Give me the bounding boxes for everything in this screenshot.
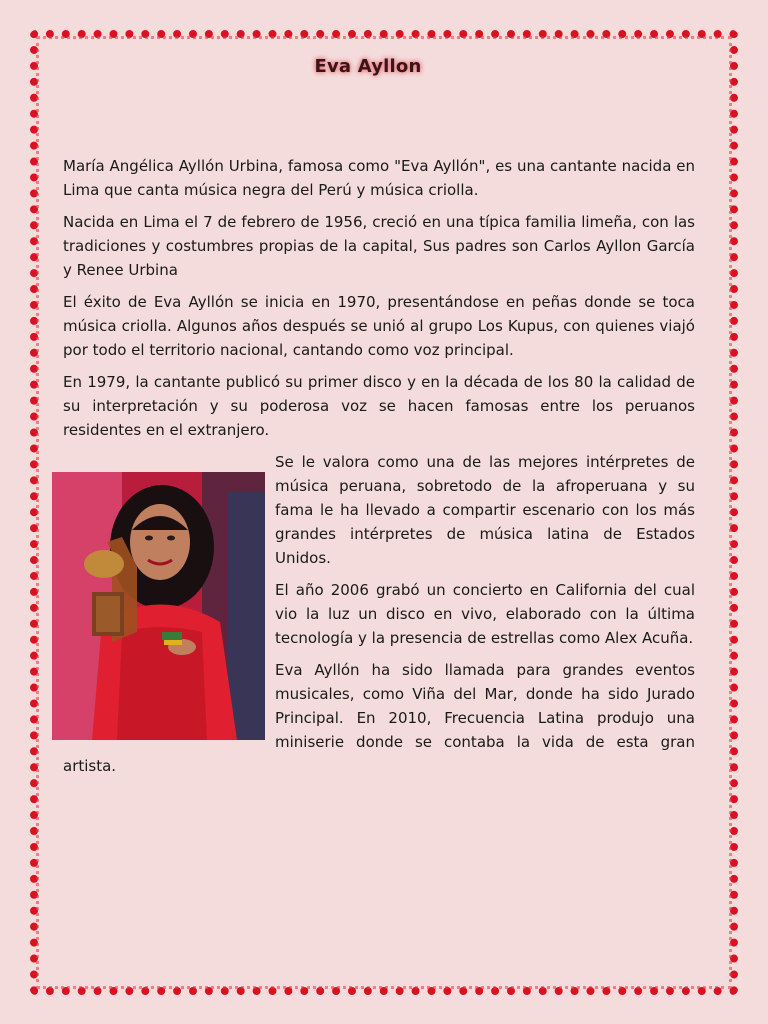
- paragraph-5: Se le valora como una de las mejores intérpretes de música peruana, sobretodo de la afroperuana y su fama le ha llevado a compartir escenario con los más grandes intérpretes de música latina de Estados Unidos.: [63, 450, 695, 570]
- page-title: Eva Ayllon: [314, 56, 422, 77]
- paragraph-7: Eva Ayllón ha sido llamada para grandes eventos musicales, como Viña del Mar, donde ha sido Jurado Principal. En 2010, Frecuencia Latina produjo una miniserie donde se contaba la vida de esta gran artista.: [63, 661, 695, 775]
- paragraph-1: María Angélica Ayllón Urbina, famosa como "Eva Ayllón", es una cantante nacida en Lima que canta música negra del Perú y música criolla.: [63, 157, 695, 199]
- article-body: [63, 154, 695, 786]
- paragraph-3: El éxito de Eva Ayllón se inicia en 1970, presentándose en peñas donde se toca música criolla. Algunos años después se unió al grupo Los Kupus, con quienes viajó por todo el territorio nacional, cantando como voz principal.: [63, 293, 695, 359]
- photo-eva-ayllon-with-grammy-icon: [52, 472, 265, 740]
- artist-photo: [52, 472, 265, 740]
- paragraph-4: En 1979, la cantante publicó su primer disco y en la década de los 80 la calidad de su interpretación y su poderosa voz se hacen famosas entre los peruanos residentes en el extranjero.: [63, 373, 695, 439]
- paragraph-2: Nacida en Lima el 7 de febrero de 1956, creció en una típica familia limeña, con las tradiciones y costumbres propias de la capital, Sus padres son Carlos Ayllon García y Renee Urbina: [63, 213, 695, 279]
- paragraph-6: El año 2006 grabó un concierto en California del cual vio la luz un disco en vivo, elaborado con la última tecnología y la presencia de estrellas como Alex Acuña.: [275, 581, 695, 647]
